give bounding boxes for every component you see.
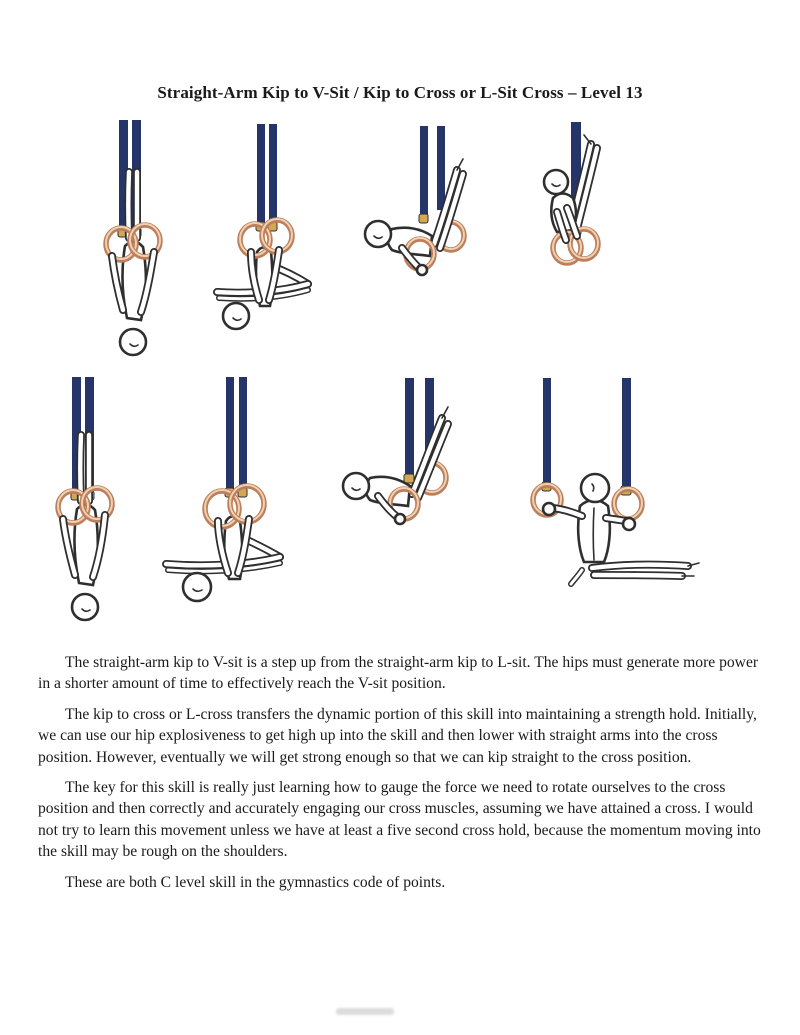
rings-gymnast-kip-icon [320, 378, 480, 548]
rings-gymnast-basket-hang-icon [205, 124, 355, 344]
figure-row2-lsit-cross [518, 378, 718, 613]
page-title: Straight-Arm Kip to V-Sit / Kip to Cross or L-Sit Cross – Level 13 [157, 83, 643, 102]
figure-row2-basket-hang [150, 377, 310, 627]
figure-row1-kip-extension [350, 126, 500, 306]
figure-row1-inverted-hang [85, 120, 205, 372]
rings-gymnast-kip-icon [350, 126, 500, 306]
paragraph: The key for this skill is really just learning how to gauge the force we need to rotate ourselves to the cross position and then correctly and accurately engaging our cross muscles, assuming we have attained a cross. I would not try to learn this movement unless we have at least a five second cross hold, because the momentum moving into the skill may be rough on the shoulders. [38, 779, 761, 861]
figure-row1-basket-hang [205, 124, 355, 344]
gym-rings-icon [205, 485, 264, 527]
rings-gymnast-vsit-icon [505, 122, 665, 297]
rings-gymnast-cross-icon [518, 378, 718, 613]
body-text [38, 652, 767, 902]
figure-row2-kip-extension [320, 378, 480, 548]
paragraph: The kip to cross or L-cross transfers the dynamic portion of this skill into maintaining a strength hold. Initially, we can use our hip explosiveness to get high up into the skill and then lower with straight arms into the cross position. However, eventually we will get strong enough so that we can kip straight to the cross position. [38, 705, 757, 766]
faint-footer-artifact [336, 1008, 394, 1015]
paragraph: These are both C level skill in the gymnastics code of points. [65, 873, 446, 891]
figure-row1-rise-to-vsit [505, 122, 665, 297]
rings-gymnast-inverted-hang-icon [35, 377, 155, 635]
rings-gymnast-basket-hang-icon [150, 377, 310, 627]
rings-gymnast-inverted-hang-icon [85, 120, 205, 372]
figure-row2-inverted-hang [35, 377, 155, 635]
paragraph: The straight-arm kip to V-sit is a step up from the straight-arm kip to L-sit. The hips must generate more power in a shorter amount of time to effectively reach the V-sit position. [38, 654, 759, 693]
